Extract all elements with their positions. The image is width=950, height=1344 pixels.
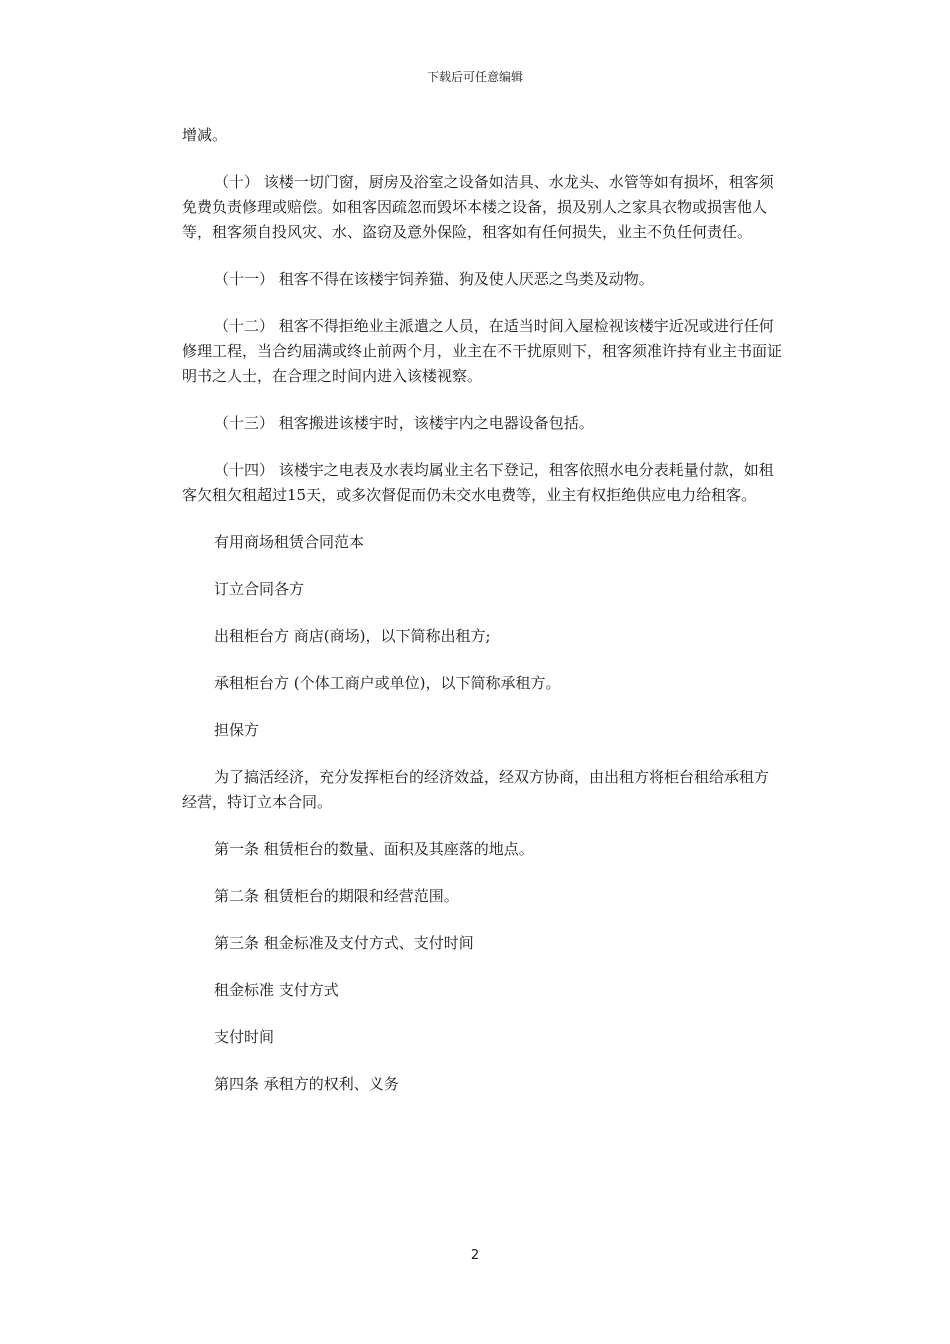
document-body [182, 123, 782, 1119]
paragraph: 增减。 [182, 126, 228, 144]
page-header: 下载后可任意编辑 [426, 70, 523, 84]
article-heading: 第二条 租赁柜台的期限和经营范围。 [214, 887, 459, 905]
article-heading: 第三条 租金标准及支付方式、支付时间 [214, 934, 474, 952]
paragraph: 担保方 [214, 721, 260, 739]
page-number: 2 [470, 1248, 480, 1263]
section-title: 有用商场租赁合同范本 [214, 533, 365, 551]
paragraph: 租金标准 支付方式 [214, 981, 339, 999]
article-heading: 第一条 租赁柜台的数量、面积及其座落的地点。 [214, 840, 534, 858]
paragraph: 出租柜台方 商店(商场)，以下简称出租方; [214, 627, 491, 645]
paragraph: （十四） 该楼宇之电表及水表均属业主名下登记，租客依照水电分表耗量付款，如租客欠租欠租超过15天，或多次督促而仍未交水电费等，业主有权拒绝供应电力给租客。 [182, 461, 774, 504]
paragraph: 承租柜台方 (个体工商户或单位)，以下简称承租方。 [214, 674, 561, 692]
paragraph: （十一） 租客不得在该楼宇饲养猫、狗及使人厌恶之鸟类及动物。 [214, 270, 654, 288]
paragraph: （十三） 租客搬进该楼宇时，该楼宇内之电器设备包括。 [214, 414, 594, 432]
paragraph: 订立合同各方 [214, 580, 305, 598]
paragraph: 支付时间 [214, 1028, 275, 1046]
paragraph: 为了搞活经济，充分发挥柜台的经济效益，经双方协商，由出租方将柜台租给承租方经营，特订立本合同。 [182, 768, 770, 811]
paragraph: （十二） 租客不得拒绝业主派遣之人员，在适当时间入屋检视该楼宇近况或进行任何修理工程，当合约届满或终止前两个月，业主在不干扰原则下，租客须准许持有业主书面证明书之人士，在合理之时间内进入该楼视察。 [182, 317, 783, 385]
article-heading: 第四条 承租方的权利、义务 [214, 1075, 399, 1093]
paragraph: （十） 该楼一切门窗，厨房及浴室之设备如洁具、水龙头、水管等如有损坏，租客须免费负责修理或赔偿。如租客因疏忽而毁坏本楼之设备，损及别人之家具衣物或损害他人等，租客须自投风灾、水、盗窃及意外保险，租客如有任何损失，业主不负任何责任。 [182, 173, 774, 241]
